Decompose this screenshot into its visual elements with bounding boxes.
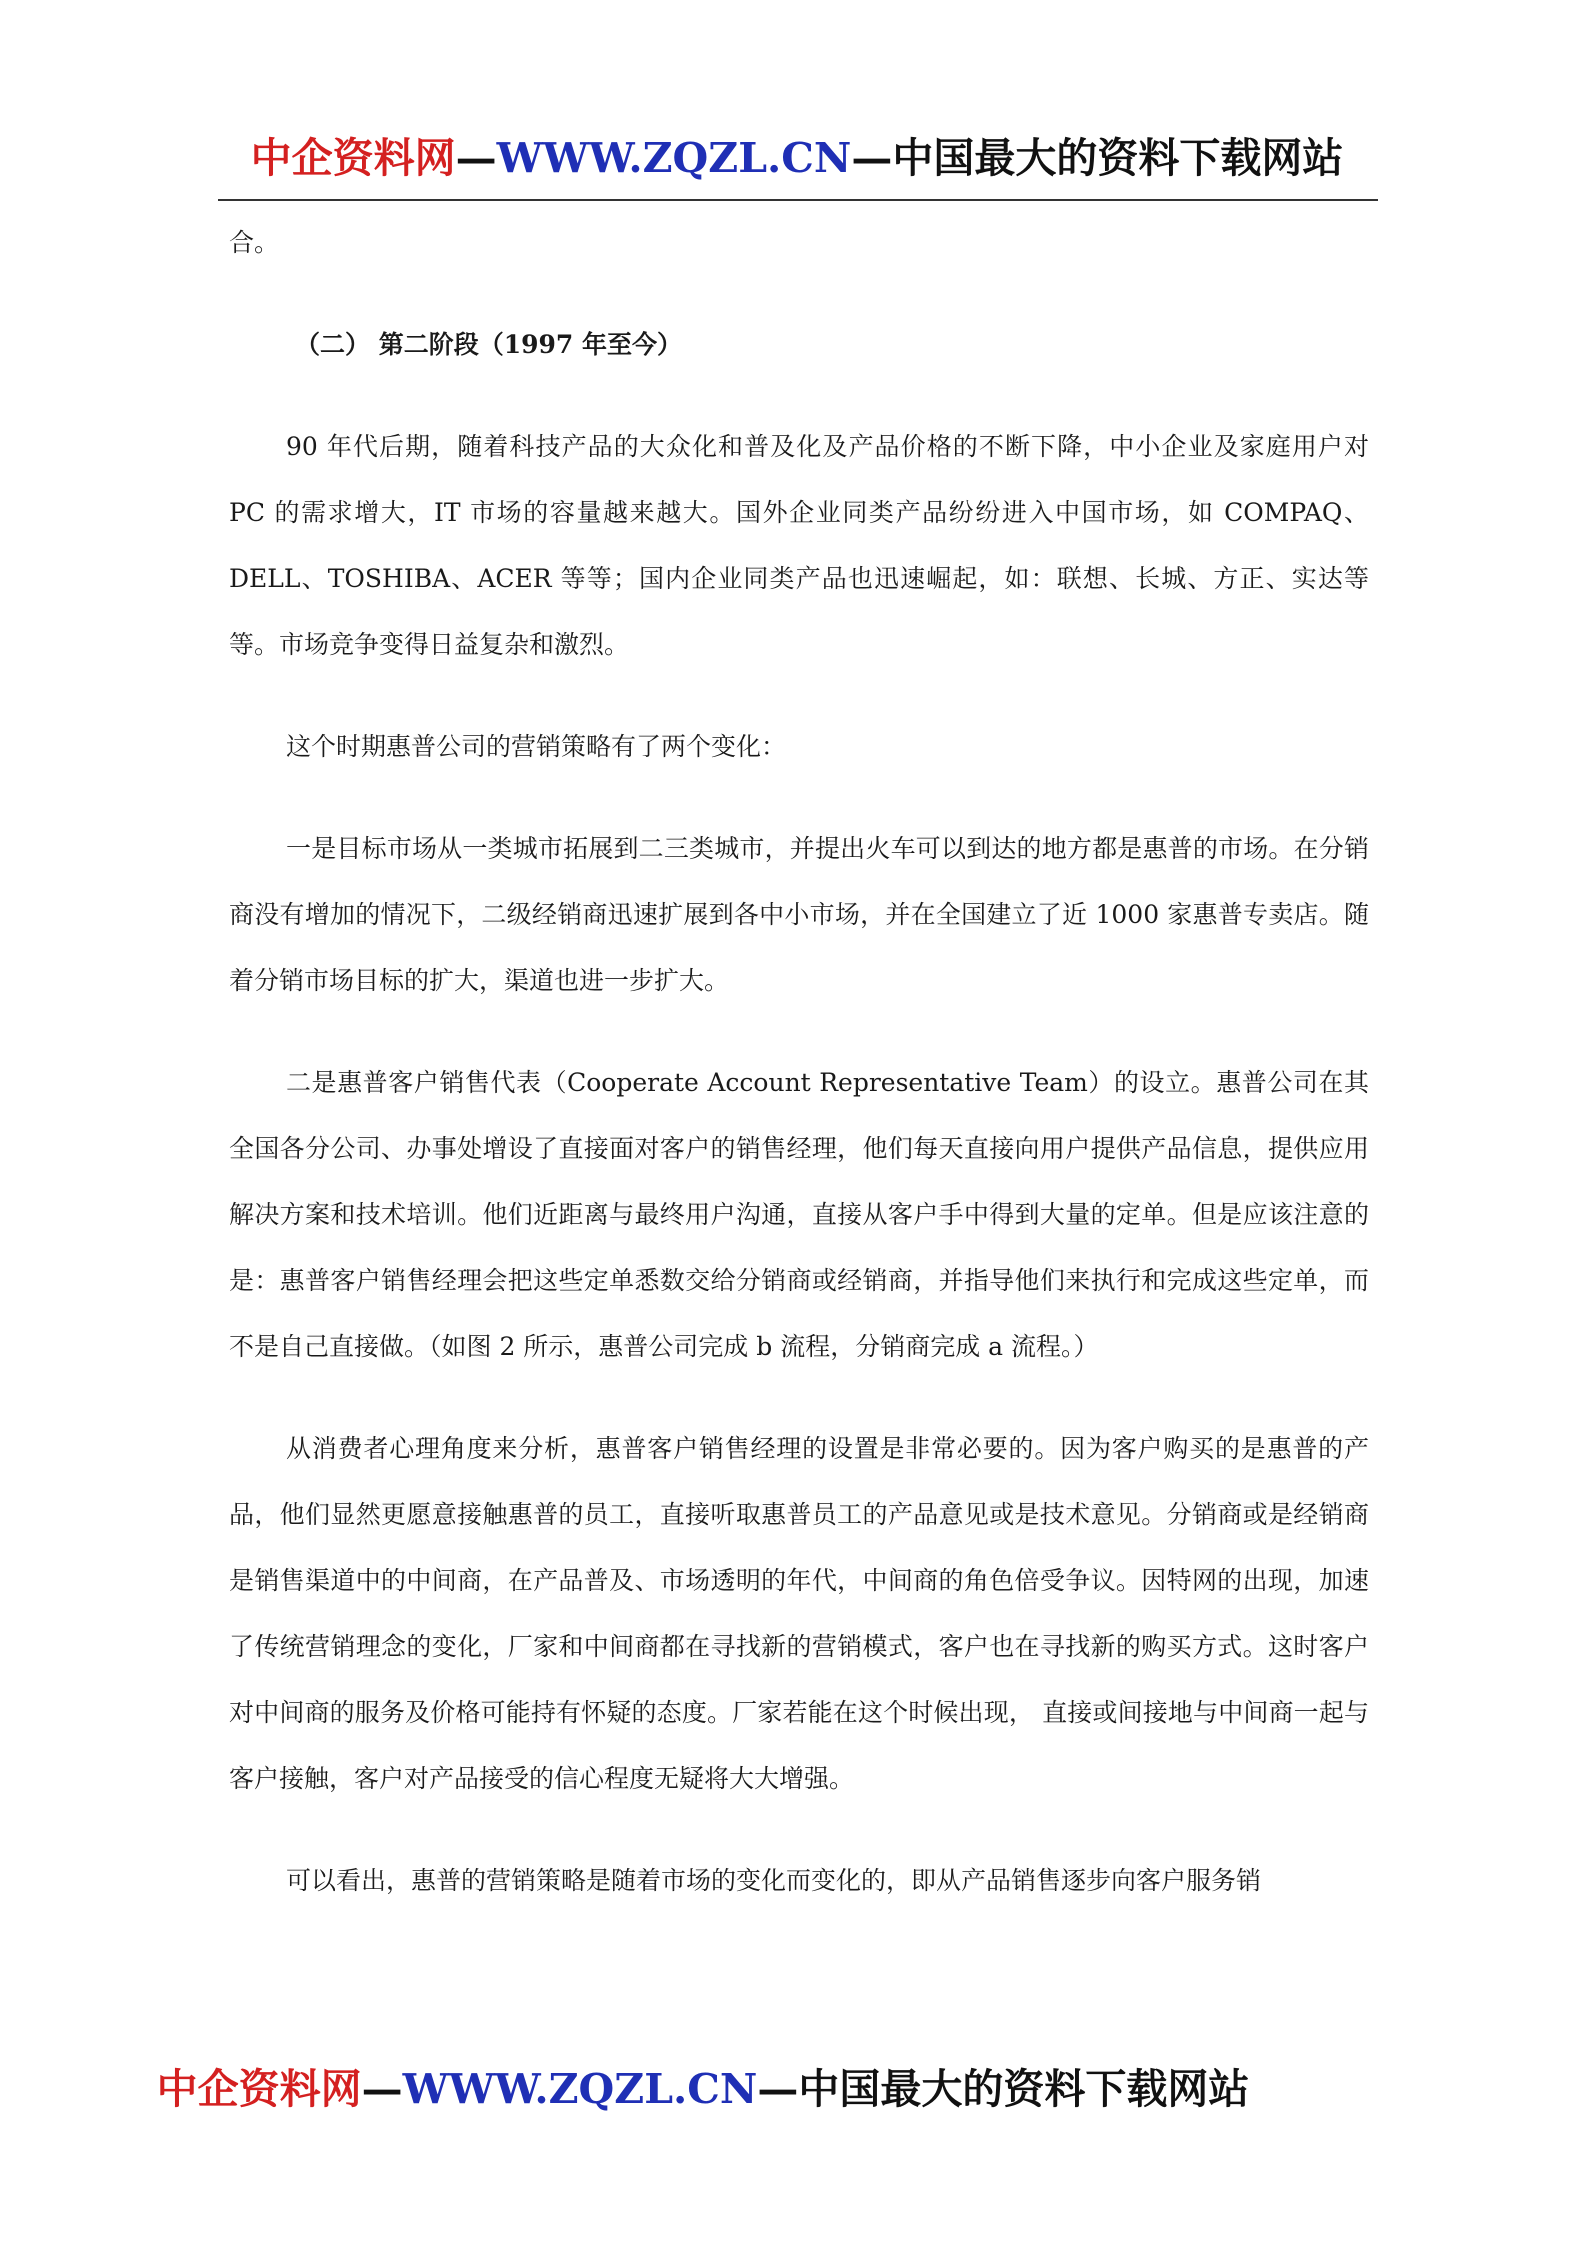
paragraph: 二是惠普客户销售代表（Cooperate Account Representative Team）的设立。惠普公司在其全国各分公司、办事处增设了直接面对客户的销售经理，他们每天直接向用户提供产品信息，提供应用解决方案和技术培训。他们近距离与最终用户沟通，直接从客户手中得到大量的定单。但是应该注意的是：惠普客户销售经理会把这些定单悉数交给分销商或经销商，并指导他们来执行和完成这些定单，而不是自己直接做。（如图 2 所示，惠普公司完成 b 流程，分销商完成 a 流程。）	[229, 1068, 1369, 1361]
banner-dash: —	[757, 2065, 799, 2113]
banner-site-name: 中企资料网	[156, 2065, 362, 2113]
banner-site-name: 中企资料网	[250, 134, 456, 182]
paragraph: 可以看出，惠普的营销策略是随着市场的变化而变化的，即从产品销售逐步向客户服务销	[286, 1866, 1262, 1895]
paragraph: 从消费者心理角度来分析，惠普客户销售经理的设置是非常必要的。因为客户购买的是惠普的产品，他们显然更愿意接触惠普的员工，直接听取惠普员工的产品意见或是技术意见。分销商或是经销商是销售渠道中的中间商，在产品普及、市场透明的年代，中间商的角色倍受争议。因特网的出现，加速了传统营销理念的变化，厂家和中间商都在寻找新的营销模式，客户也在寻找新的购买方式。这时客户对中间商的服务及价格可能持有怀疑的态度。厂家若能在这个时候出现， 直接或间接地与中间商一起与客户接触，客户对产品接受的信心程度无疑将大大增强。	[229, 1434, 1369, 1793]
banner-dash: —	[851, 134, 893, 182]
continuation-text: 合。	[229, 228, 280, 257]
paragraph: 90 年代后期，随着科技产品的大众化和普及化及产品价格的不断下降，中小企业及家庭用户对 PC 的需求增大，IT 市场的容量越来越大。国外企业同类产品纷纷进入中国市场，如 COMPAQ、DELL、TOSHIBA、ACER 等等；国内企业同类产品也迅速崛起，如：联想、长城、方正、实达等等。市场竞争变得日益复杂和激烈。	[229, 432, 1369, 659]
banner-site-url: WWW.ZQZL.CN	[496, 134, 852, 182]
header-divider	[218, 199, 1378, 201]
banner-dash: —	[455, 134, 497, 182]
document-body	[229, 210, 1369, 1914]
paragraph: 这个时期惠普公司的营销策略有了两个变化：	[286, 732, 787, 761]
page-footer-banner	[0, 2065, 1500, 2113]
banner-site-url: WWW.ZQZL.CN	[402, 2065, 758, 2113]
banner-dash: —	[361, 2065, 403, 2113]
banner-tagline: 中国最大的资料下载网站	[892, 134, 1344, 182]
section-heading: （二） 第二阶段（1997 年至今）	[295, 330, 682, 359]
paragraph: 一是目标市场从一类城市拓展到二三类城市，并提出火车可以到达的地方都是惠普的市场。在分销商没有增加的情况下，二级经销商迅速扩展到各中小市场，并在全国建立了近 1000 家惠普专卖店。随着分销市场目标的扩大，渠道也进一步扩大。	[229, 834, 1369, 995]
page-header-banner	[0, 134, 1594, 182]
banner-tagline: 中国最大的资料下载网站	[798, 2065, 1250, 2113]
